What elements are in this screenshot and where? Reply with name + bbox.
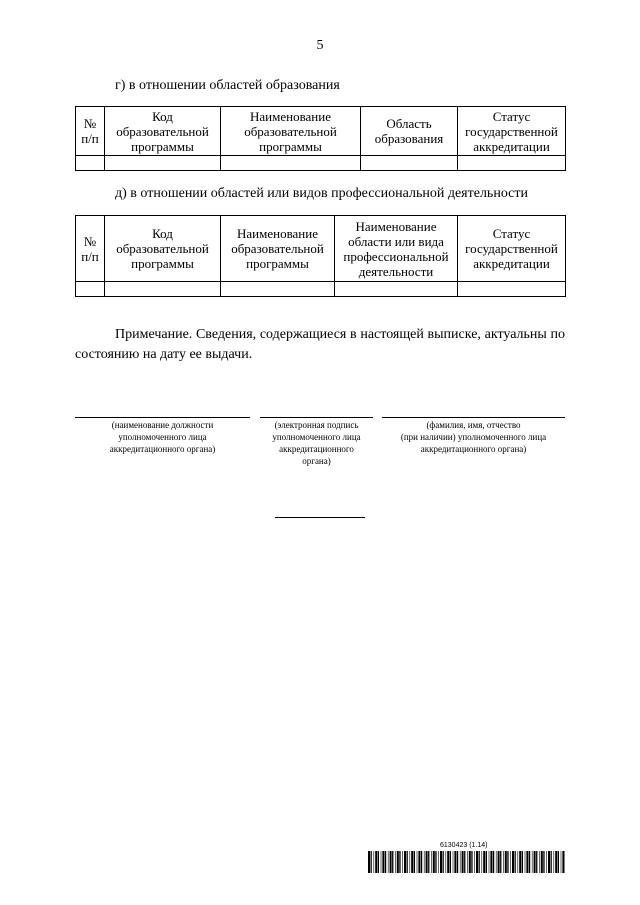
table-row (76, 156, 566, 171)
column-header (221, 107, 361, 156)
signature-caption-position (75, 419, 250, 455)
text-line: образовательной (116, 241, 209, 256)
table-education-areas (75, 106, 566, 171)
barcode (368, 851, 565, 873)
column-header (76, 216, 105, 282)
text-line: Код (152, 108, 173, 124)
text-line: уполномоченного лица (272, 432, 361, 442)
text-line: аккредитационного органа) (109, 444, 216, 454)
end-of-document-line (275, 517, 365, 518)
table-cell (105, 282, 221, 297)
text-line: аккредитации (473, 138, 550, 154)
signature-line-position (75, 417, 250, 418)
text-line: профессиональной (343, 248, 449, 264)
table-row (76, 282, 566, 297)
table-cell (458, 282, 566, 297)
table-header-row (76, 216, 566, 282)
text-line: образовательной (116, 123, 209, 139)
column-header (335, 216, 458, 282)
text-line: программы (131, 256, 194, 271)
text-line: (электронная подпись (274, 420, 359, 430)
text-line: области или вида (348, 233, 444, 249)
text-line: аккредитационного органа) (420, 444, 527, 454)
text-line: Область (386, 116, 432, 131)
text-line: органа) (302, 456, 331, 466)
text-line: уполномоченного лица (118, 432, 207, 442)
text-line: образования (374, 131, 444, 146)
text-line: программы (246, 256, 309, 271)
table-cell (335, 282, 458, 297)
note-paragraph: Примечание. Сведения, содержащиеся в настоящей выписке, актуальны по состоянию на дату ее выдачи. (75, 327, 565, 362)
text-line: программы (131, 138, 194, 154)
column-header (361, 107, 458, 156)
table-cell (76, 156, 105, 171)
signature-line-full-name (382, 417, 565, 418)
text-line: аккредитации (473, 256, 550, 271)
text-line: деятельности (358, 263, 434, 279)
text-line: (фамилия, имя, отчество (426, 420, 521, 430)
table-cell (458, 156, 566, 171)
text-line: государственной (465, 241, 558, 256)
column-header (105, 216, 221, 282)
table-cell (221, 282, 335, 297)
column-header (76, 107, 105, 156)
text-line: образовательной (231, 241, 324, 256)
text-line: государственной (465, 123, 558, 139)
table-cell (361, 156, 458, 171)
signature-caption-full-name (378, 419, 569, 455)
text-line: образовательной (244, 123, 337, 139)
text-line: п/п (81, 131, 99, 146)
text-line: (наименование должности (111, 420, 214, 430)
text-line: № (83, 116, 97, 131)
text-line: Статус (492, 108, 531, 124)
text-line: аккредитационного (279, 444, 354, 454)
section-heading-education-areas: г) в отношении областей образования (115, 78, 340, 93)
page-number: 5 (316, 38, 324, 53)
text-line: Наименование (237, 226, 318, 241)
text-line: Код (152, 226, 173, 241)
text-line: № (83, 233, 97, 249)
signature-line-e-signature (260, 417, 373, 418)
column-header (221, 216, 335, 282)
text-line: п/п (81, 248, 99, 264)
table-cell (221, 156, 361, 171)
table-header-row (76, 107, 566, 156)
text-line: Статус (492, 226, 531, 241)
column-header (105, 107, 221, 156)
text-line: программы (259, 138, 322, 154)
text-line: (при наличии) уполномоченного лица (400, 432, 547, 442)
column-header (458, 107, 566, 156)
table-cell (76, 282, 105, 297)
table-cell (105, 156, 221, 171)
section-heading-professional-activity: д) в отношении областей или видов профессиональной деятельности (115, 186, 528, 201)
signature-caption-e-signature (257, 419, 376, 467)
text-line: Наименование (250, 108, 331, 124)
barcode-number: 6130423 (1.14) (440, 842, 488, 849)
table-professional-activity (75, 215, 566, 297)
text-line: Наименование (355, 218, 437, 234)
column-header (458, 216, 566, 282)
